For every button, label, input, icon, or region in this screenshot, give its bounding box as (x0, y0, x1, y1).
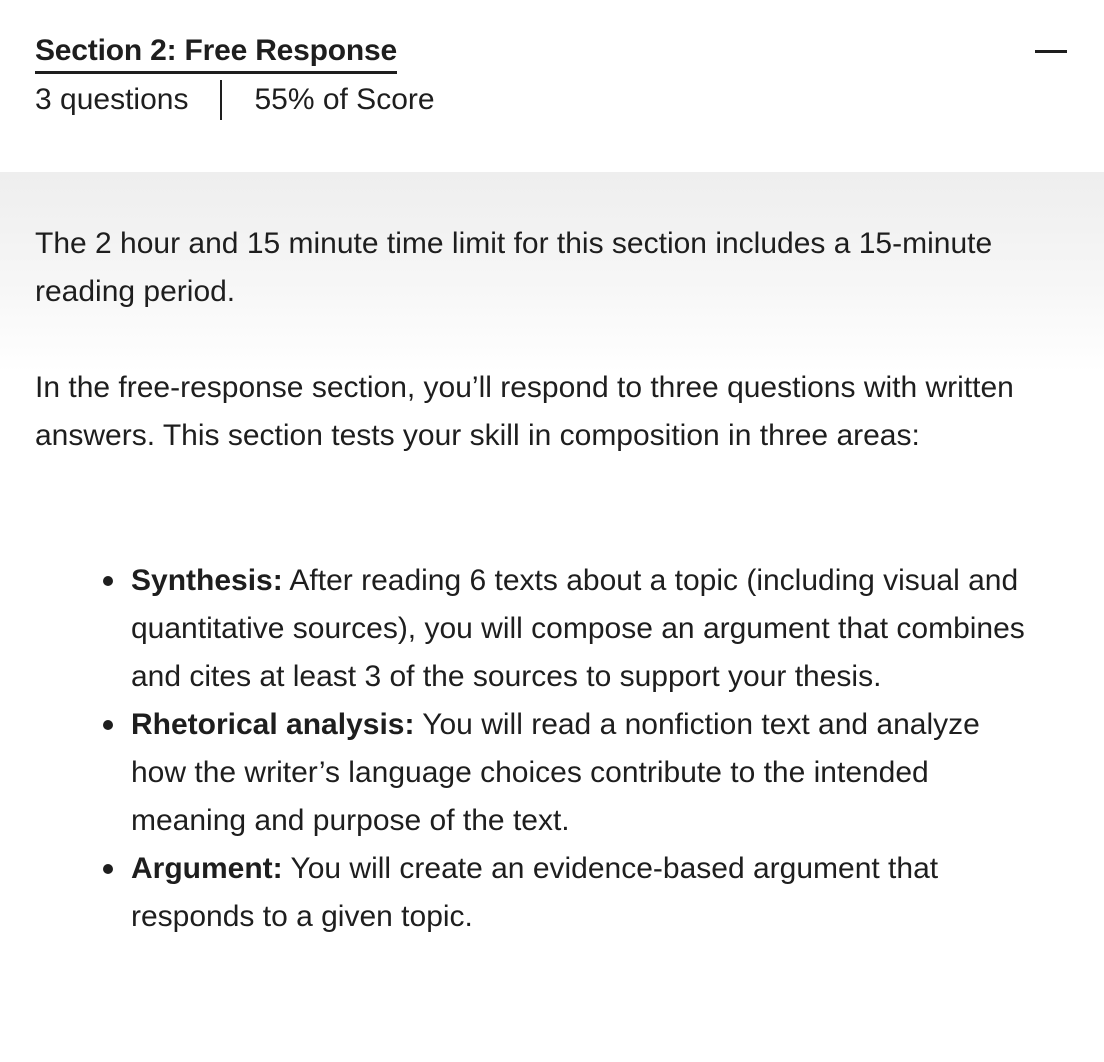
list-item-text: You will create an evidence-based argument that responds to a given topic. (131, 852, 939, 933)
list-item-text: You will read a nonfiction text and analyze how the writer’s language choices contribute to the intended meaning and purpose of the text. (131, 708, 980, 837)
list-item-term: Argument: (131, 852, 283, 885)
score-weight: 55% of Score (254, 83, 435, 116)
bullet-icon (103, 720, 113, 730)
section-header (0, 0, 1104, 172)
list-item-rhetorical-analysis (131, 701, 1031, 845)
section-meta (35, 80, 435, 120)
time-limit-paragraph: The 2 hour and 15 minute time limit for this section includes a 15-minute reading period. (35, 227, 993, 308)
minus-icon (1035, 50, 1067, 53)
collapse-button[interactable] (1035, 36, 1067, 68)
section-details-panel (0, 172, 1104, 1062)
skill-areas-list (131, 557, 1031, 941)
section-title[interactable]: Section 2: Free Response (35, 31, 397, 74)
question-count: 3 questions (35, 83, 189, 116)
bullet-icon (103, 864, 113, 874)
list-item-argument (131, 845, 1031, 941)
intro-paragraph: In the free-response section, you’ll respond to three questions with written answers. This section tests your skill in composition in three areas: (35, 371, 1014, 452)
list-item-term: Synthesis: (131, 564, 283, 597)
meta-divider (220, 80, 222, 120)
list-item-synthesis (131, 557, 1031, 701)
list-item-text: After reading 6 texts about a topic (including visual and quantitative sources), you will compose an argument that combines and cites at least 3 of the sources to support your thesis. (131, 564, 1025, 693)
bullet-icon (103, 576, 113, 586)
list-item-term: Rhetorical analysis: (131, 708, 415, 741)
